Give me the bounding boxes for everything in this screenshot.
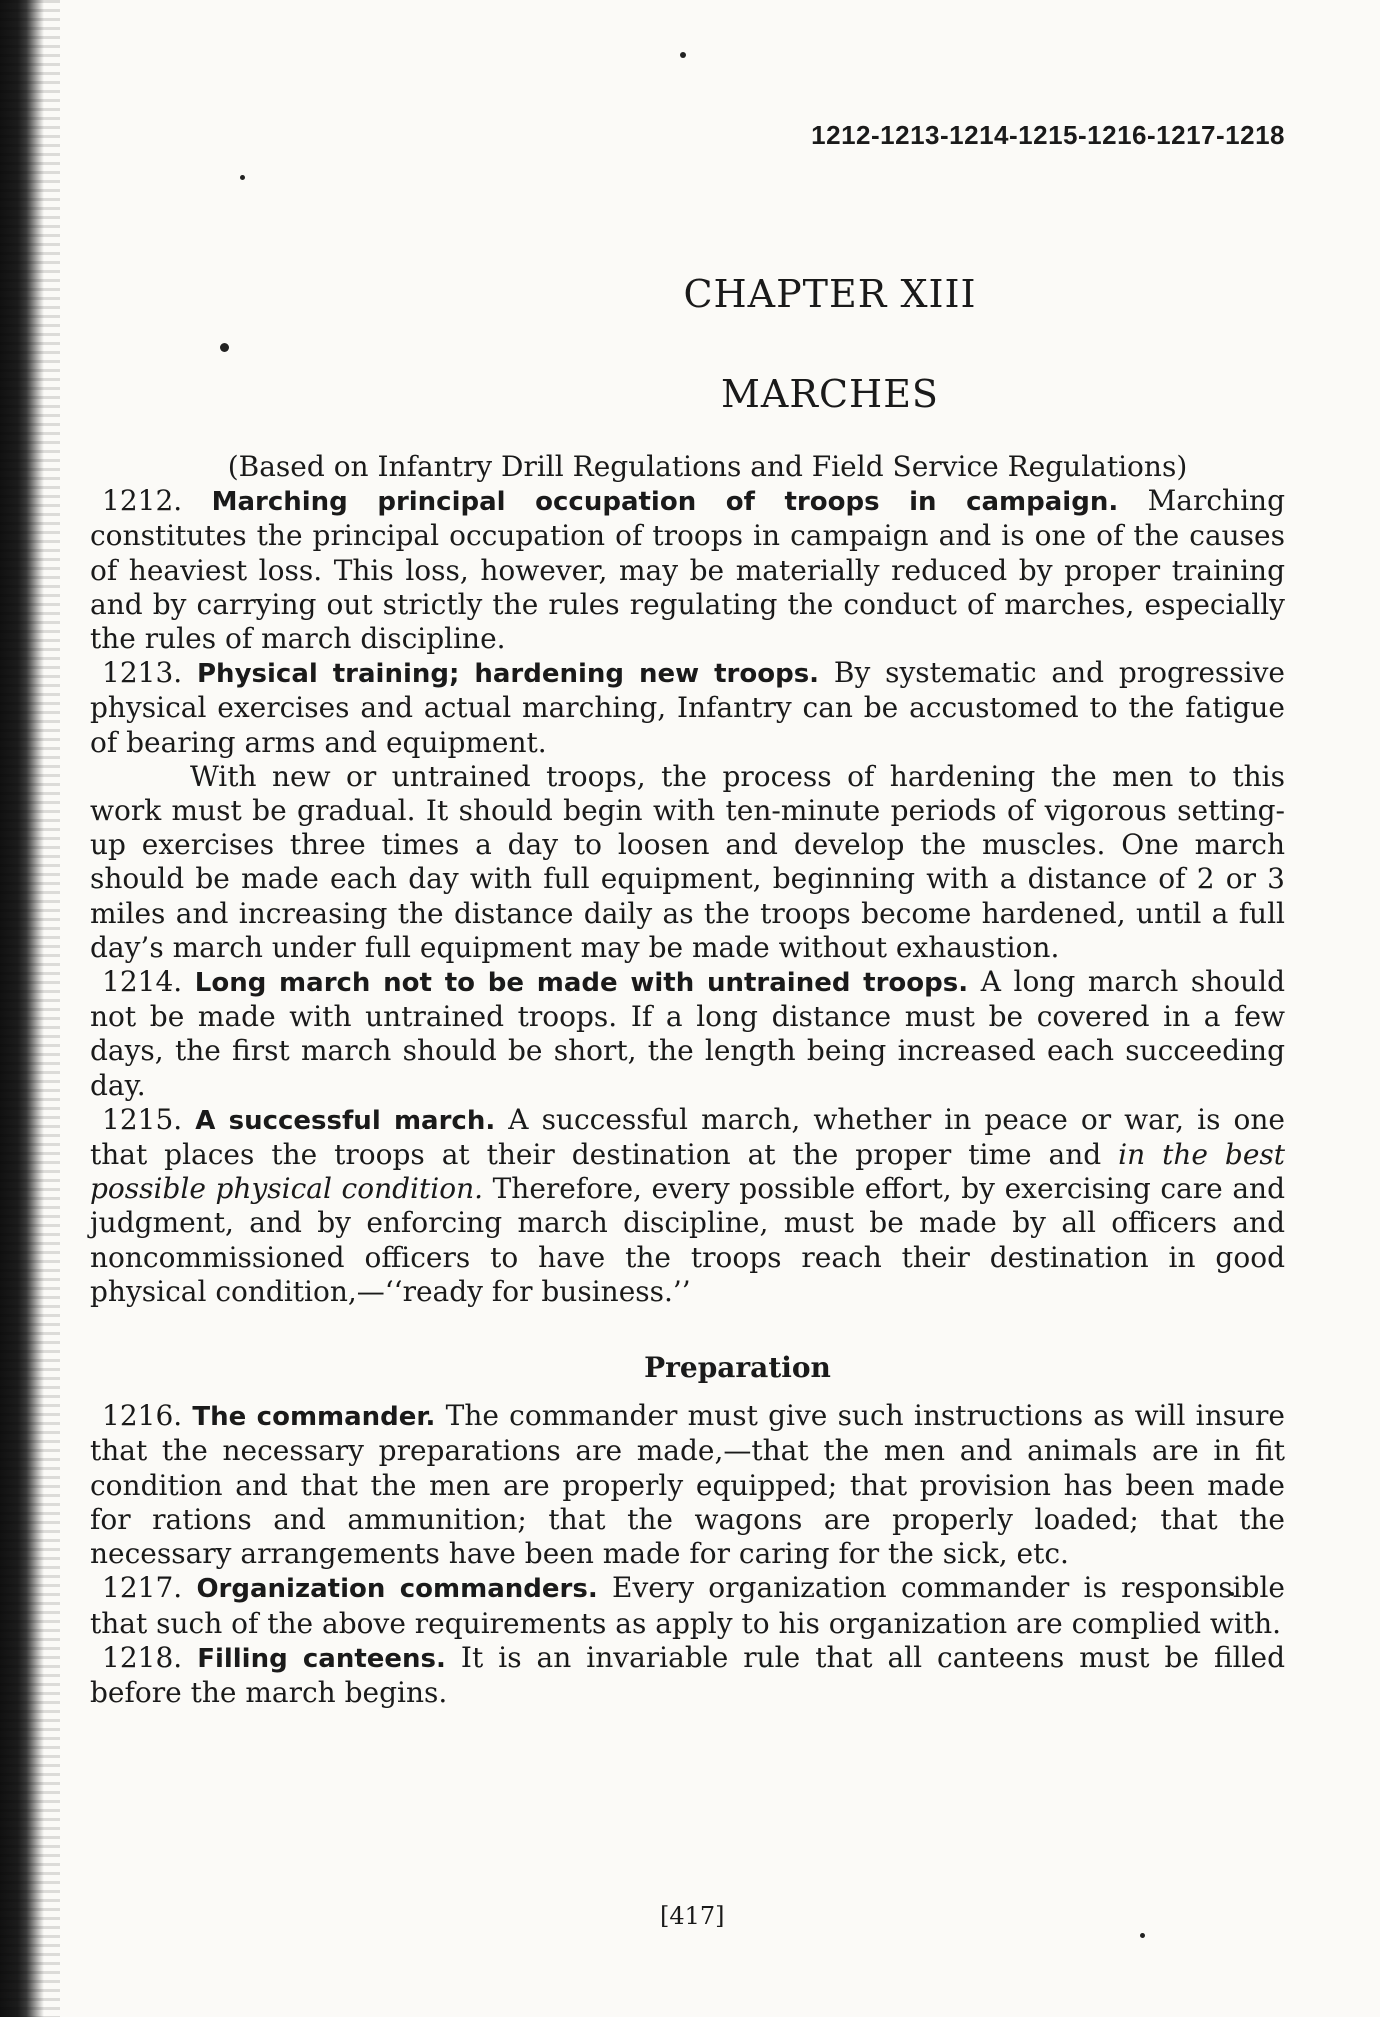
paragraph-1213 [90, 656, 1285, 760]
scan-speck [240, 175, 245, 180]
paragraph-heading: Physical training; hardening new troops. [197, 659, 820, 690]
paragraph-heading: The commander. [192, 1402, 436, 1433]
chapter-label-text: CHAPTER XIII [683, 272, 977, 316]
paragraph-heading: Filling canteens. [197, 1643, 446, 1674]
paragraph-text: Every organization commander is responsible that such of the above requirements as apply to his organization are complied with. [90, 1571, 1285, 1640]
paragraph-1215 [90, 1103, 1285, 1309]
paragraph-heading: Long march not to be made with untrained troops. [194, 968, 969, 999]
chapter-label [0, 272, 1380, 316]
paragraph-number: 1212. [102, 484, 183, 518]
section-range-header: 1212-1213-1214-1215-1216-1217-1218 [811, 120, 1285, 150]
paragraph-number: 1213. [102, 656, 183, 690]
paragraph-heading: A successful march. [195, 1105, 496, 1136]
paragraph-text: A successful march, whether in peace or war, is one that places the troops at their destination at the proper time and [90, 1102, 1285, 1172]
subsection-title: Preparation [644, 1351, 831, 1385]
paragraph-1217 [90, 1571, 1285, 1640]
paragraph-heading: Organization commanders. [196, 1574, 598, 1605]
source-note: (Based on Infantry Drill Regulations and Field Service Regulations) [227, 450, 1188, 483]
paragraph-number: 1214. [102, 965, 183, 999]
paragraph-text: Therefore, every possible effort, by exercising care and judgment, and by enforcing march discipline, must be made by all officers and noncommissioned officers to have the troops reach their destination in good physical condition,—‘‘ready for business.’’ [90, 1172, 1286, 1308]
chapter-title-text: MARCHES [721, 372, 939, 416]
paragraph-1214 [90, 965, 1285, 1103]
paragraph-1218 [90, 1641, 1285, 1710]
paragraph-number: 1217. [102, 1571, 183, 1605]
page-number: [417] [660, 1902, 725, 1930]
paragraph-1213-continuation: With new or untrained troops, the process of hardening the men to this work must be gradual. It should begin with ten-minute periods of vigorous setting-up exercises three times a day to loosen and develop the muscles. One march should be made each day with full equipment, beginning with a distance of 2 or 3 miles and increasing the distance daily as the troops become hardened, until a full day’s march under full equipment may be made without exhaustion. [90, 759, 1285, 964]
paragraph-number: 1215. [102, 1102, 183, 1136]
chapter-title [0, 372, 1380, 416]
paragraph-1216 [90, 1399, 1285, 1571]
paragraph-emphasis: in the best possible physical condition. [90, 1138, 1286, 1206]
scan-speck [680, 52, 686, 58]
paragraph-text: It is an invariable rule that all canteens must be filled before the march begins. [90, 1640, 1286, 1709]
paragraph-1212 [90, 484, 1285, 656]
paragraph-number: 1216. [102, 1399, 183, 1433]
page-body [90, 450, 1285, 1710]
paragraph-text: The commander must give such instructions as will insure that the necessary preparations are made,—that the men and animals are in fit condition and that the men are properly equipped; that provision has been made for rations and ammunition; that the wagons are properly loaded; that the necessary arrangements have been made for caring for the sick, etc. [90, 1399, 1286, 1571]
paragraph-heading: Marching principal occupation of troops in campaign. [211, 487, 1119, 518]
scan-speck [1140, 1933, 1145, 1938]
paragraph-text: A long march should not be made with untrained troops. If a long distance must be covered in a few days, the first march should be short, the length being increased each succeeding day. [90, 965, 1285, 1102]
paragraph-text: By systematic and progressive physical exercises and actual marching, Infantry can be accustomed to the fatigue of bearing arms and equipment. [90, 656, 1285, 759]
scan-speck [220, 343, 229, 352]
paragraph-text: Marching constitutes the principal occupation of troops in campaign and is one of the causes of heaviest loss. This loss, however, may be materially reduced by proper training and by carrying out strictly the rules regulating the conduct of marches, especially the rules of march discipline. [90, 484, 1285, 656]
paragraph-number: 1218. [102, 1640, 183, 1674]
